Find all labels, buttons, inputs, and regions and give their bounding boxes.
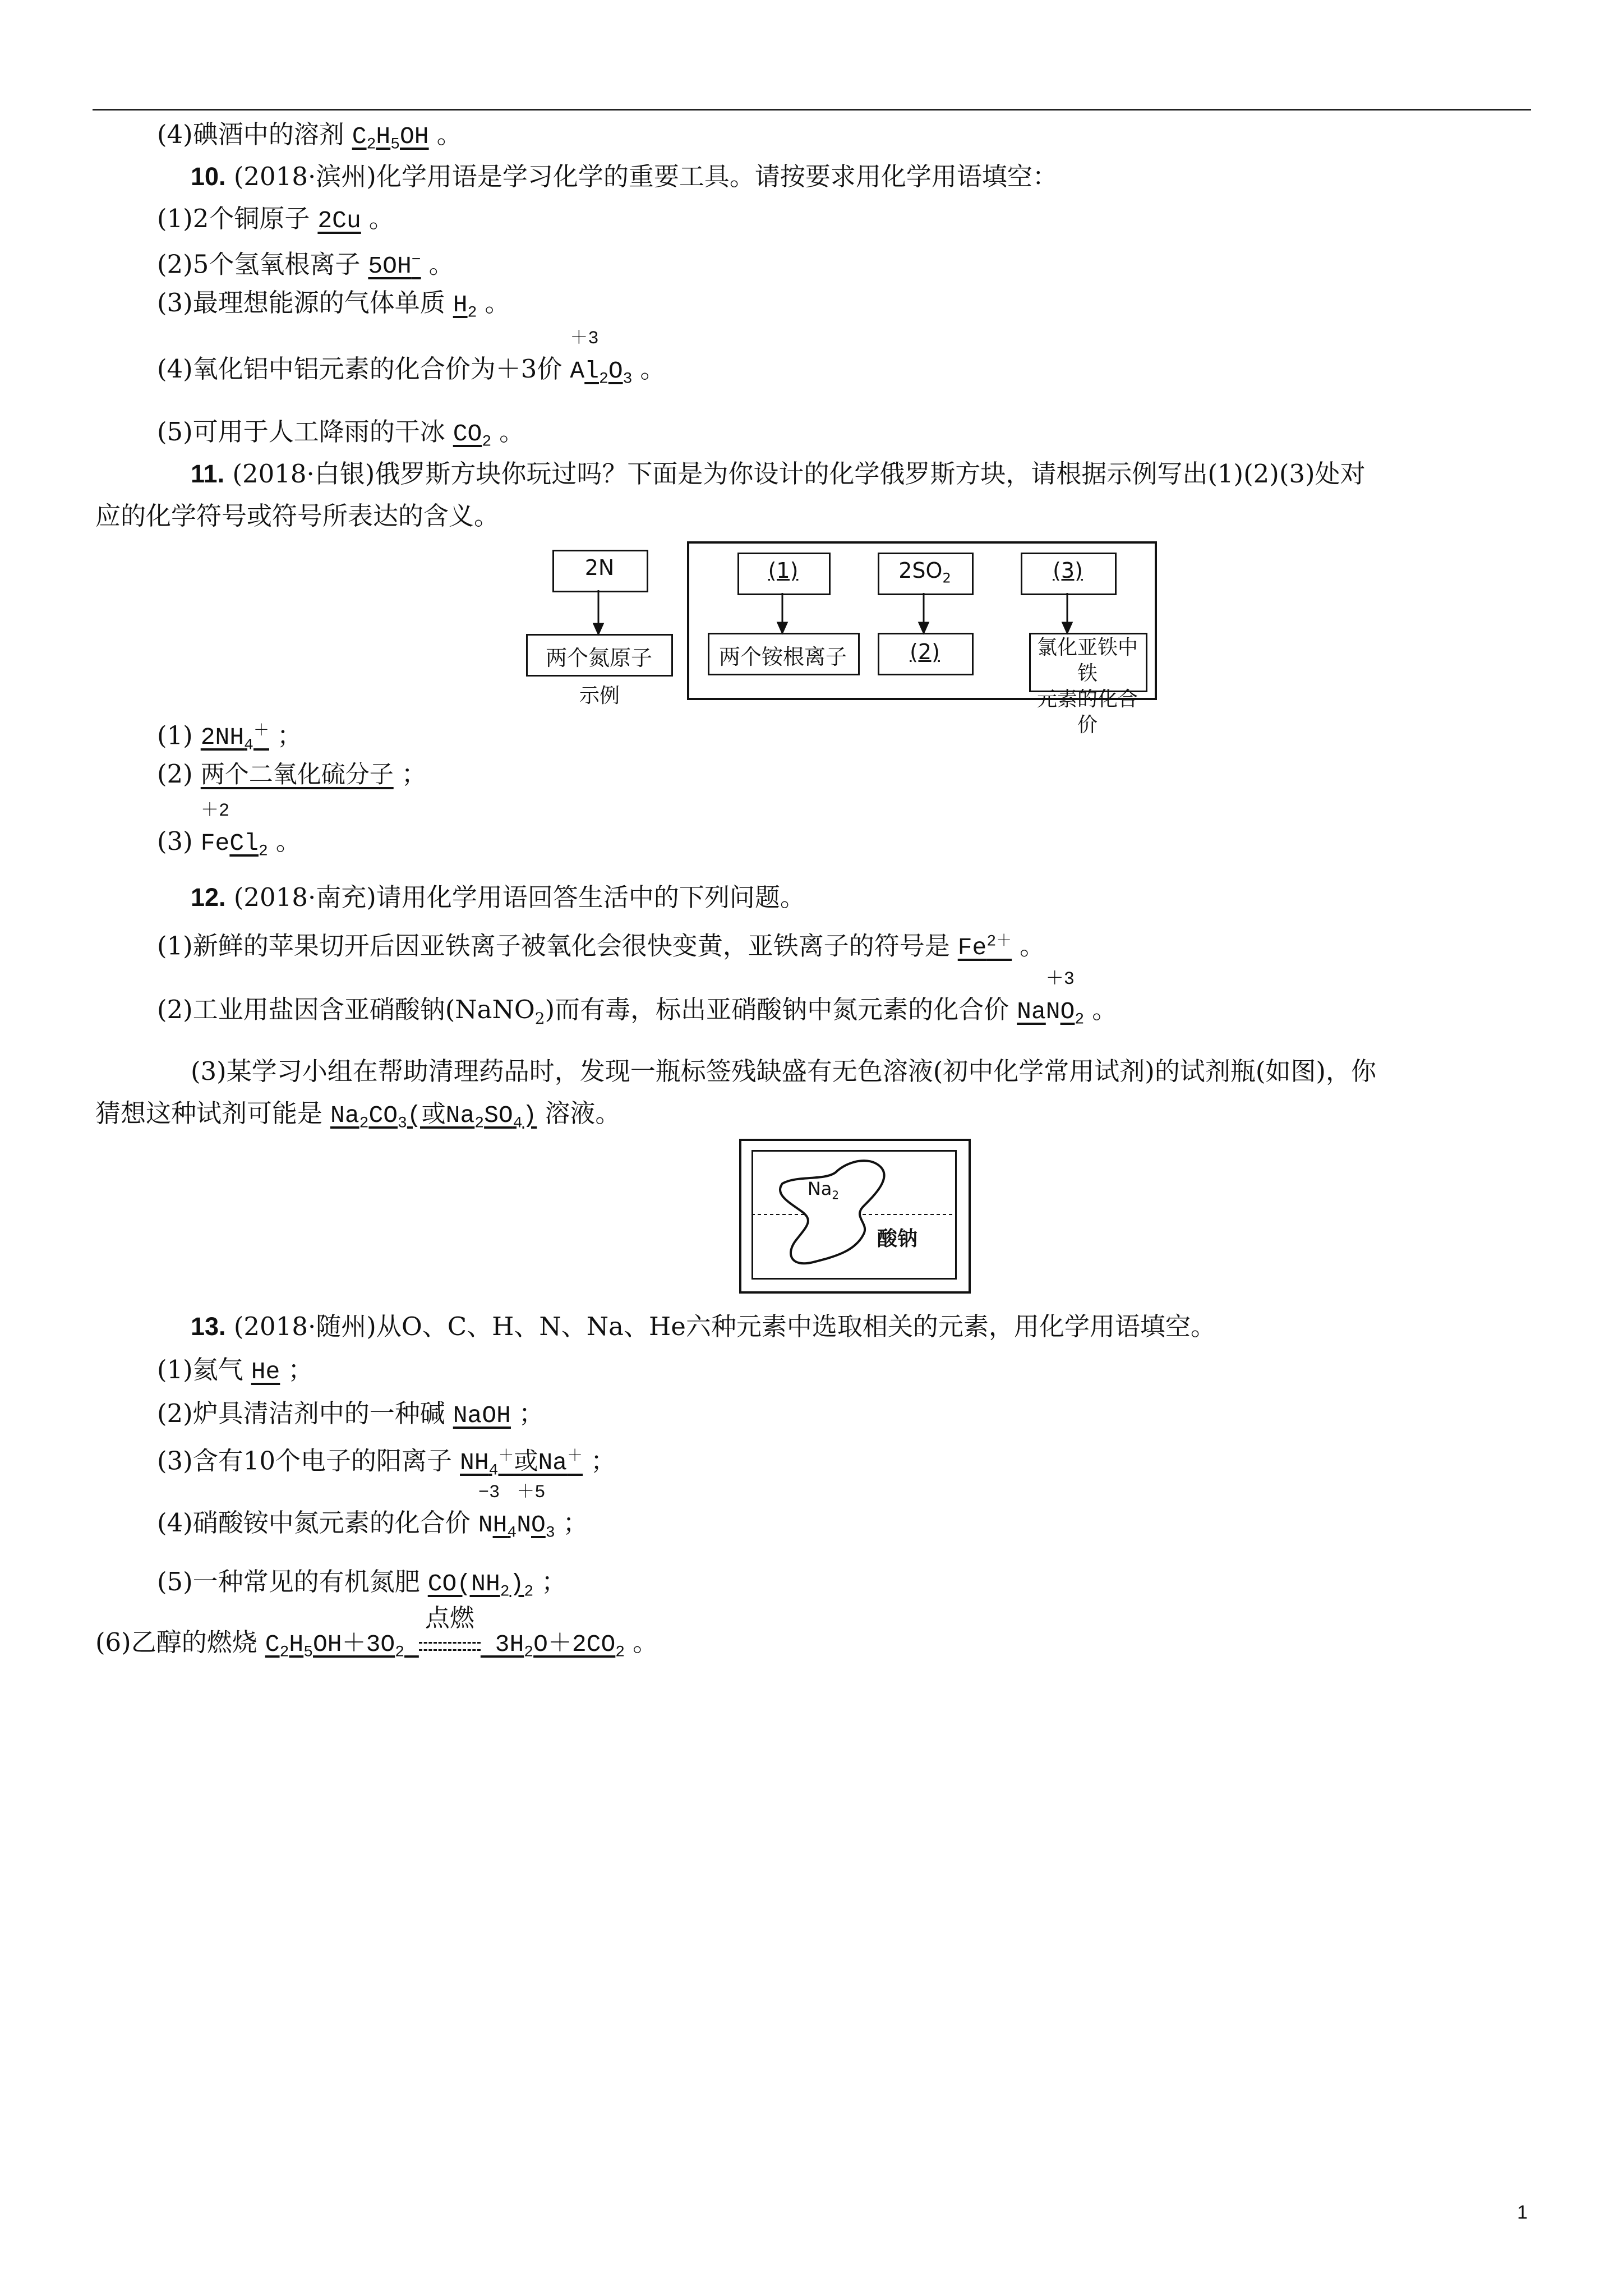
reaction-condition: 点燃 <box>419 1636 481 1651</box>
q13-item-5: (5)一种常见的有机氮肥 $CO(NH_2)_2$ ； <box>157 1567 567 1601</box>
q12-stem: 12. (2018·南充)请用化学用语回答生活中的下列问题。 <box>191 882 805 912</box>
q12-item-2: (2)工业用盐因含亚硝酸钠(NaNO$_2$)而有毒，标出亚硝酸钠中氮元素的化合价 NaN ＋3 $O_2$ 。 <box>157 969 1118 1029</box>
q12-item-1: (1)新鲜的苹果切开后因亚铁离子被氧化会很快变黄，亚铁离子的符号是 $Fe^{2+}$ 。 <box>157 931 1045 962</box>
q12-item-3b: 猜想这种试剂可能是 $Na_2CO_3$(或$Na_2SO_4$) 溶液。 <box>95 1098 621 1133</box>
q10-item-1: (1)2个铜原子 2Cu 。 <box>157 204 394 234</box>
answer: $NH_4^+$或Na＋ <box>460 1448 583 1480</box>
box-2-top-label: $2SO_2$ <box>898 558 951 586</box>
answer: $C_2H_5OH$ <box>352 123 429 154</box>
answer: A ＋3 $l_2O_3$ <box>570 328 633 388</box>
page-number: 1 <box>1517 2202 1528 2223</box>
answer: $H_2$ <box>453 291 477 322</box>
q10-item-3: (3)最理想能源的气体单质 $H_2$ 。 <box>157 288 510 322</box>
q10-stem: 10. (2018·滨州)化学用语是学习化学的重要工具。请按要求用化学用语填空： <box>191 162 1058 191</box>
q9-item-4: (4)碘酒中的溶剂 $C_2H_5OH$ 。 <box>157 119 462 154</box>
answer: NaN ＋3 $O_2$ <box>1017 969 1085 1029</box>
diagram-arrows <box>0 0 1623 729</box>
answer: $C_2H_5OH+3O_2$ 点燃 $3H_2O+2CO_2$ <box>265 1604 625 1662</box>
q11-answer-3: (3) Fe ＋2 $Cl_2$ 。 <box>157 800 301 861</box>
label-text-top: $Na_2$ <box>807 1178 840 1202</box>
q13-item-3: (3)含有10个电子的阳离子 $NH_4^+$或Na＋ ； <box>157 1446 616 1480</box>
answer: $Na_2CO_3$(或$Na_2SO_4$) <box>330 1102 537 1133</box>
answer: N −3 $H_4N$ ＋5 $O_3$ <box>478 1482 555 1542</box>
q13-item-4: (4)硝酸铵中氮元素的化合价 N −3 $H_4N$ ＋5 $O_3$ ； <box>157 1482 588 1542</box>
q12-item-3a: (3)某学习小组在帮助清理药品时，发现一瓶标签残缺盛有无色溶液(初中化学常用试剂)的试剂瓶(如图)，你 <box>191 1056 1376 1086</box>
q13-item-1: (1)氦气 He ； <box>157 1355 313 1386</box>
q10-item-2: (2)5个氢氧根离子 5OH− 。 <box>157 249 454 280</box>
q13-item-2: (2)炉具清洁剂中的一种碱 NaOH ； <box>157 1398 544 1429</box>
q11-stem-2: 应的化学符号或符号所表达的含义。 <box>95 501 500 531</box>
box-3-bottom-label: 氯化亚铁中铁 元素的化合价 <box>1036 636 1138 737</box>
q13-stem: 13. (2018·随州)从O、C、H、N、Na、He六种元素中选取相关的元素，用化学用语填空。 <box>191 1312 1216 1341</box>
answer: $CO(NH_2)_2$ <box>427 1570 534 1601</box>
q11-answer-1: (1) $2NH_4^+$ ； <box>157 720 303 754</box>
answer: $2NH_4^+$ <box>200 723 269 754</box>
q11-stem-1: 11. (2018·白银)俄罗斯方块你玩过吗？下面是为你设计的化学俄罗斯方块，请根据示例写出(1)(2)(3)处对 <box>191 459 1366 489</box>
q11-answer-2: (2) 两个二氧化硫分子 ； <box>157 759 427 789</box>
q10-item-4: (4)氧化铝中铝元素的化合价为＋3价 A ＋3 $l_2O_3$ 。 <box>157 328 666 388</box>
q10-item-5: (5)可用于人工降雨的干冰 $CO_2$ 。 <box>157 417 525 451</box>
answer: Fe ＋2 $Cl_2$ <box>200 800 268 861</box>
answer: 5OH− <box>368 252 421 280</box>
answer: $CO_2$ <box>453 420 492 451</box>
q13-item-6: (6)乙醇的燃烧 $C_2H_5OH+3O_2$ 点燃 $3H_2O+2CO_2$ 。 <box>95 1604 658 1662</box>
torn-label-shape <box>751 1150 955 1278</box>
answer: $Fe^{2+}$ <box>957 933 1012 962</box>
